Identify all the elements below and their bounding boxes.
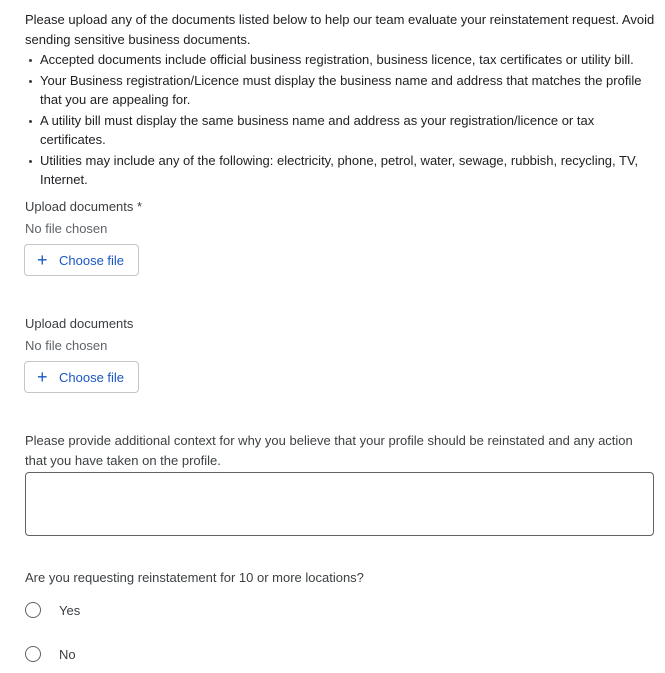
locations-question: Are you requesting reinstatement for 10 or more locations? <box>25 570 364 585</box>
requirement-item: Your Business registration/Licence must display the business name and address that matches the profile that you are appealing for. <box>25 71 655 110</box>
radio-button-no[interactable] <box>25 646 41 662</box>
choose-file-label: Choose file <box>59 369 125 385</box>
requirement-item: Accepted documents include official business registration, business licence, tax certificates or utility bill. <box>25 50 655 70</box>
radio-label-no: No <box>59 646 76 662</box>
upload-documents-label-required: Upload documents * <box>25 199 143 214</box>
radio-option-yes[interactable] <box>25 602 80 618</box>
file-status: No file chosen <box>25 221 108 236</box>
choose-file-label: Choose file <box>59 252 125 268</box>
requirements-list <box>25 50 655 190</box>
plus-icon: + <box>37 367 48 387</box>
additional-context-label: Please provide additional context for why you believe that your profile should be reinstated and any action that you have taken on the profile. <box>25 433 633 468</box>
radio-option-no[interactable] <box>25 646 76 662</box>
requirement-item: A utility bill must display the same business name and address as your registration/licence or tax certificates. <box>25 111 655 150</box>
choose-file-button[interactable] <box>24 244 139 276</box>
additional-context-textarea[interactable] <box>25 472 654 536</box>
intro-text: Please upload any of the documents listed below to help our team evaluate your reinstatement request. Avoid sending sensitive business documents. <box>25 12 655 47</box>
file-status: No file chosen <box>25 338 108 353</box>
plus-icon: + <box>37 250 48 270</box>
requirement-item: Utilities may include any of the following: electricity, phone, petrol, water, sewage, rubbish, recycling, TV, Internet. <box>25 151 655 190</box>
instructions <box>25 10 655 190</box>
choose-file-button-2[interactable] <box>24 361 139 393</box>
radio-button-yes[interactable] <box>25 602 41 618</box>
upload-documents-label: Upload documents <box>25 316 134 331</box>
radio-label-yes: Yes <box>59 602 81 618</box>
